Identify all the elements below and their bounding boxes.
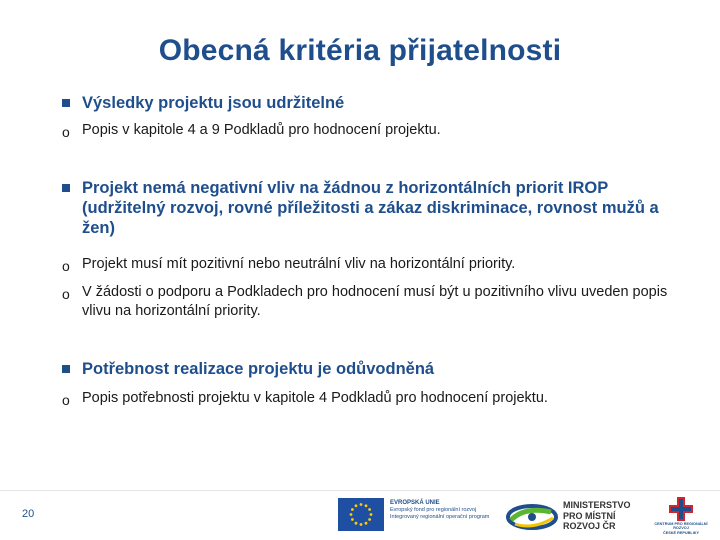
- bullet-text: Potřebnost realizace projektu je odůvodněná: [82, 360, 435, 378]
- crr-logo-text: [650, 522, 712, 535]
- page-number: 20: [22, 508, 35, 520]
- crr-logo: [650, 496, 710, 534]
- sub-bullet-text: Popis v kapitole 4 a 9 Podkladů pro hodnocení projektu.: [82, 122, 441, 138]
- mmr-line-3: ROZVOJ ČR: [563, 521, 616, 531]
- eu-line-1: EVROPSKÁ UNIE: [390, 500, 440, 506]
- square-bullet-icon: [62, 99, 70, 107]
- square-bullet-icon: [62, 184, 70, 192]
- slide-title: Obecná kritéria přijatelnosti: [158, 34, 562, 67]
- footer-divider: [0, 490, 720, 491]
- eu-line-3: Integrovaný regionální operační program: [390, 514, 490, 520]
- square-bullet-icon: [62, 365, 70, 373]
- eu-flag-icon: [338, 498, 384, 531]
- sub-bullet-item: [62, 255, 692, 274]
- mmr-logo-text: [563, 500, 631, 532]
- crr-line-1: CENTRUM PRO REGIONÁLNÍ ROZVOJ: [654, 522, 708, 531]
- sub-bullet-text: Popis potřebnosti projektu v kapitole 4 Podkladů pro hodnocení projektu.: [82, 390, 548, 406]
- eu-logo: [338, 498, 498, 532]
- circle-bullet-icon: o: [62, 392, 70, 408]
- crr-line-2: ČESKÉ REPUBLIKY: [662, 530, 700, 535]
- sub-bullet-text: Projekt musí mít pozitivní nebo neutrální vliv na horizontální priority.: [82, 256, 516, 272]
- bullet-item-2: [62, 178, 692, 238]
- sub-bullet-item: [62, 283, 682, 321]
- circle-bullet-icon: o: [62, 286, 70, 302]
- eu-logo-text: [390, 500, 500, 521]
- crr-crest-icon: [668, 496, 694, 522]
- sub-bullet-text: V žádosti o podporu a Podkladech pro hodnocení musí být u pozitivního vlivu uveden popis vlivu na horizontální priority.: [82, 284, 668, 319]
- sub-bullet-item: [62, 389, 692, 408]
- mmr-line-2: PRO MÍSTNÍ: [563, 510, 616, 521]
- eu-line-2: Evropský fond pro regionální rozvoj: [390, 507, 477, 513]
- bullet-item-1: [62, 93, 692, 113]
- circle-bullet-icon: o: [62, 258, 70, 274]
- sub-bullet-item: [62, 121, 692, 140]
- mmr-line-1: MINISTERSTVO: [563, 500, 631, 510]
- bullet-text: Výsledky projektu jsou udržitelné: [82, 94, 345, 112]
- bullet-item-3: [62, 359, 692, 379]
- bullet-text: Projekt nemá negativní vliv na žádnou z horizontálních priorit IROP (udržitelný rozvoj, rovné příležitosti a zákaz diskriminace, rovnost mužů a žen): [82, 179, 659, 237]
- irop-swirl-icon: [505, 502, 559, 532]
- circle-bullet-icon: o: [62, 124, 70, 140]
- mmr-logo: [505, 498, 635, 534]
